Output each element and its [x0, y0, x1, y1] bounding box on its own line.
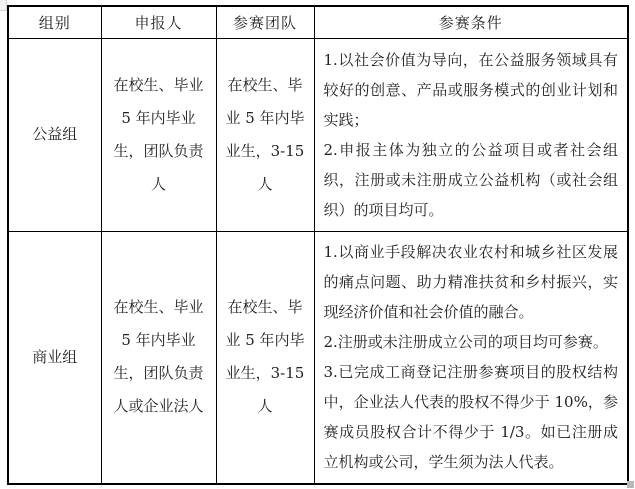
condition-item: 2.注册或未注册成立公司的项目均可参赛。: [323, 333, 608, 352]
page-corner-artifact: [0, 0, 7, 11]
competition-groups-table: [7, 5, 629, 485]
conditions-cell: [314, 231, 628, 484]
condition-item: 2.申报主体为独立的公益项目或者社会组织，注册或未注册成立公益机构（或社会组织）的项目均可。: [323, 140, 618, 219]
conditions-cell: [314, 38, 628, 231]
table-row-business: [8, 231, 628, 484]
table-header-row: [8, 6, 628, 38]
group-cell: 公益组: [8, 38, 101, 231]
column-header-applicant: 申报人: [101, 6, 216, 38]
team-cell: 在校生、毕业 5 年内毕业生，3-15 人: [216, 38, 314, 231]
condition-item: 1.以商业手段解决农业农村和城乡社区发展的痛点问题、助力精准扶贫和乡村振兴，实现经济价值和社会价值的融合。: [323, 243, 618, 322]
team-cell: 在校生、毕业 5 年内毕业生，3-15 人: [216, 231, 314, 484]
column-header-team: 参赛团队: [216, 6, 314, 38]
applicant-cell: 在校生、毕业 5 年内毕业生，团队负责人: [101, 38, 216, 231]
group-cell: 商业组: [8, 231, 101, 484]
table-row-public-welfare: [8, 38, 628, 231]
condition-item: 3.已完成工商登记注册参赛项目的股权结构中，企业法人代表的股权不得少于 10%，参赛成员股权合计不得少于 1/3。如已注册成立机构或公司，学生须为法人代表。: [323, 363, 618, 472]
condition-item: 1.以社会价值为导向，在公益服务领域具有较好的创意、产品或服务模式的创业计划和实践；: [323, 50, 618, 129]
column-header-group: 组别: [8, 6, 101, 38]
applicant-cell: 在校生、毕业 5 年内毕业生，团队负责人或企业法人: [101, 231, 216, 484]
column-header-conditions: 参赛条件: [314, 6, 628, 38]
table-resize-handle: [627, 481, 634, 488]
